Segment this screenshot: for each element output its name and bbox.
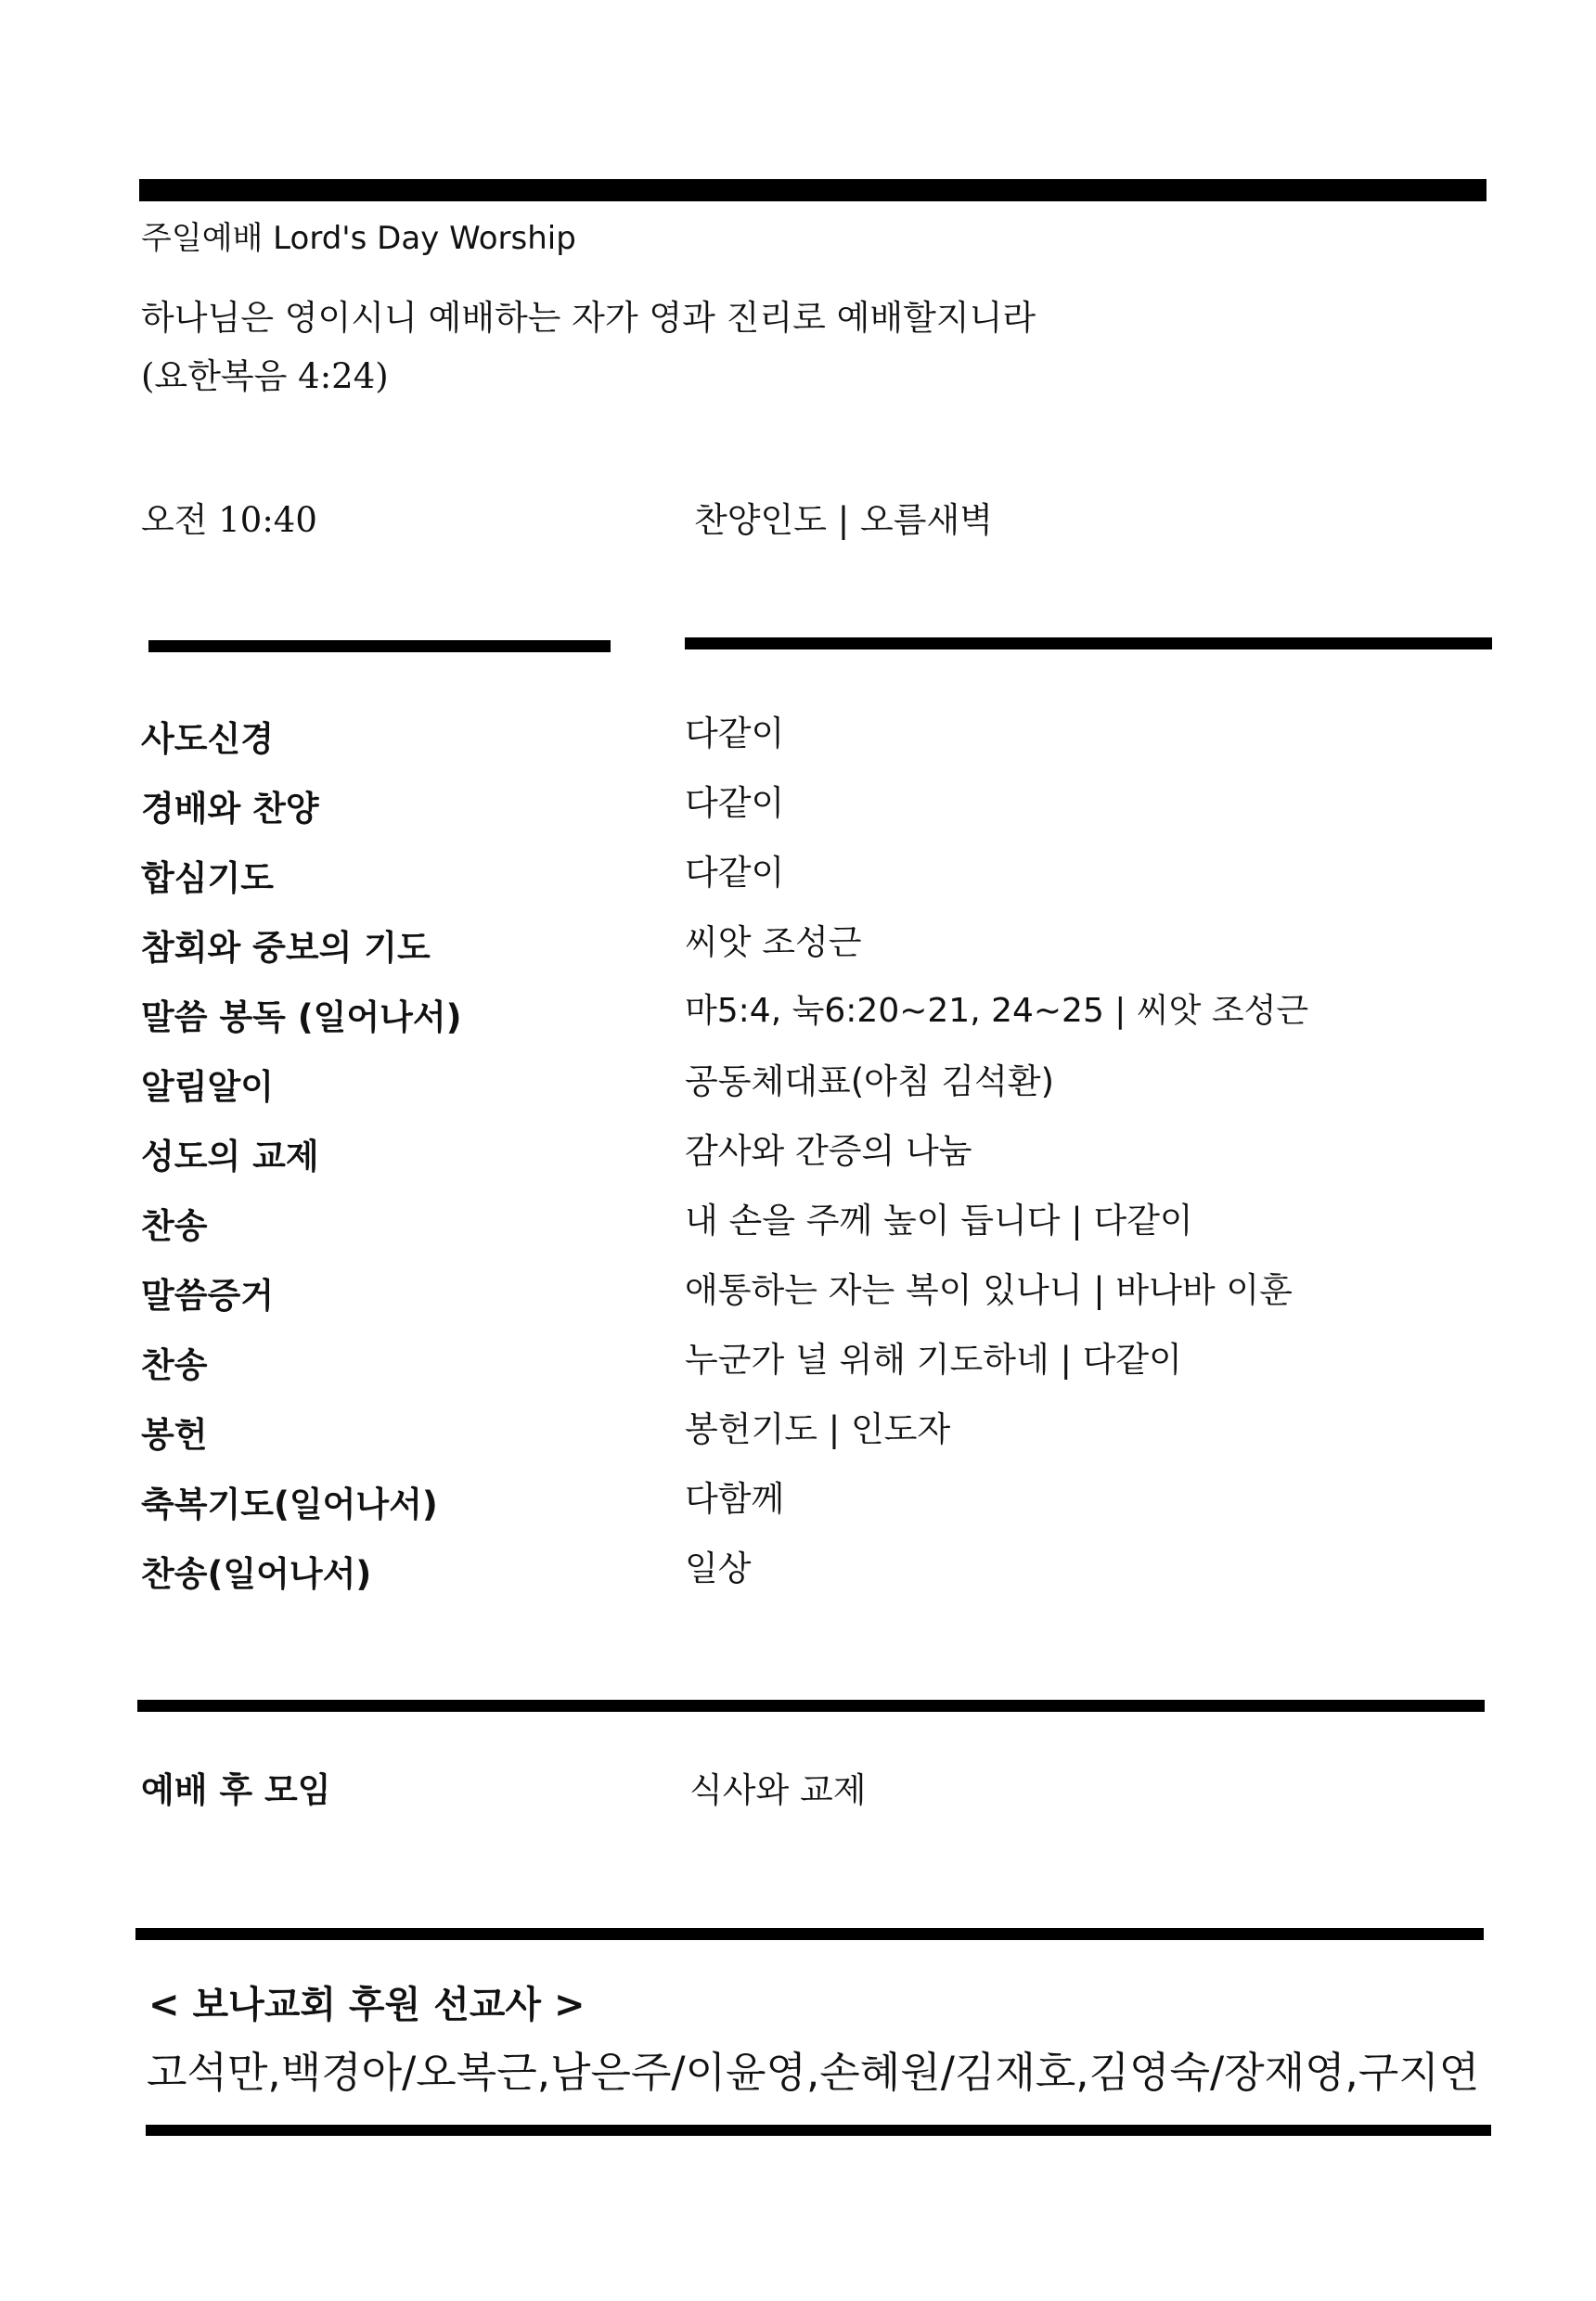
bottom-divider [146,2125,1491,2136]
after-service-label: 예배 후 모임 [141,1770,331,1810]
order-value: 일상 [685,1549,752,1588]
order-label: 찬송 [141,1345,208,1385]
order-label: 합심기도 [141,858,274,898]
scripture-verse: 하나님은 영이시니 예배하는 자가 영과 진리로 예배할지니라 [141,298,1036,338]
order-value: 씨앗 조성근 [685,922,862,962]
order-label: 말씀증거 [141,1276,274,1316]
order-value: 다같이 [685,853,785,893]
order-value: 애통하는 자는 복이 있나니 | 바나바 이훈 [685,1270,1293,1310]
order-label: 알림알이 [141,1067,274,1107]
order-label: 말씀 봉독 (일어나서) [141,997,462,1037]
missionaries-title: < 보나교회 후원 선교사 > [148,1984,586,2026]
order-label: 경배와 찬양 [141,789,319,829]
scripture-reference: (요한복음 4:24) [141,356,389,396]
order-value: 봉헌기도 | 인도자 [685,1409,951,1449]
order-value: 마5:4, 눅6:20~21, 24~25 | 씨앗 조성근 [685,992,1309,1030]
missions-divider [135,1928,1484,1940]
order-label: 성도의 교제 [141,1137,319,1176]
order-label: 봉헌 [141,1415,208,1455]
left-column-divider [148,640,611,652]
order-label: 참회와 중보의 기도 [141,928,431,968]
top-divider [139,179,1487,201]
right-column-divider [685,637,1492,649]
missionaries-list: 고석만,백경아/오복근,남은주/이윤영,손혜원/김재호,김영숙/장재영,구지연 [147,2048,1480,2097]
order-value: 누군가 널 위해 기도하네 | 다같이 [685,1340,1182,1380]
order-label: 사도신경 [141,719,274,759]
order-label: 축복기도(일어나서) [141,1485,438,1524]
order-value: 다같이 [685,713,785,753]
order-value: 감사와 간증의 나눔 [685,1131,972,1171]
service-time: 오전 10:40 [141,500,317,540]
after-service-value: 식사와 교제 [689,1770,867,1810]
order-value: 공동체대표(아침 김석환) [685,1061,1055,1101]
after-service-divider [137,1700,1485,1712]
order-value: 내 손을 주께 높이 듭니다 | 다같이 [685,1201,1193,1240]
order-label: 찬송(일어나서) [141,1554,372,1594]
order-label: 찬송 [141,1206,208,1246]
order-value: 다함께 [685,1479,785,1519]
order-value: 다같이 [685,783,785,823]
worship-leader: 찬양인도 | 오름새벽 [694,500,993,540]
service-title: 주일예배 Lord's Day Worship [141,220,576,257]
